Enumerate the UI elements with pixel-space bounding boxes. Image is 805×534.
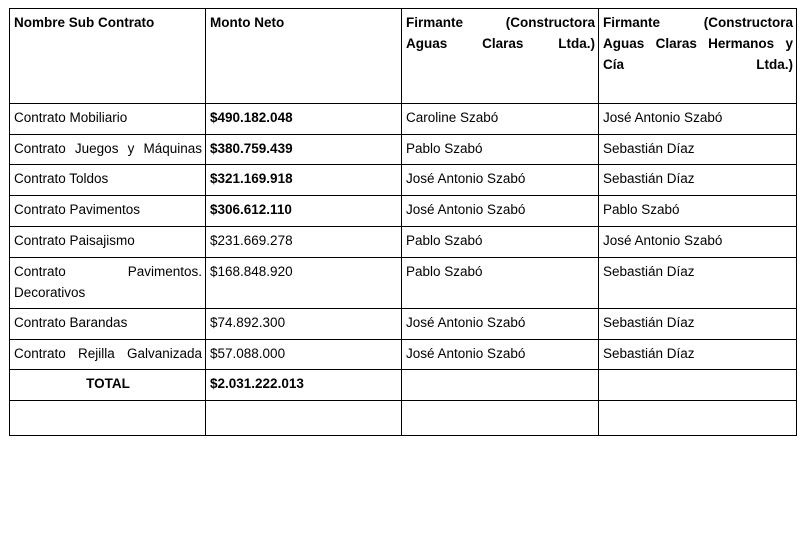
table-row [10, 257, 797, 308]
subcontracts-table [9, 8, 797, 436]
cell-firmante-1: Pablo Szabó [402, 135, 599, 165]
cell-monto: $231.669.278 [206, 226, 402, 257]
cell-firmante-2: Sebastián Díaz [599, 257, 797, 308]
cell-monto: $57.088.000 [206, 339, 402, 369]
cell-nombre: Contrato Barandas [10, 308, 206, 339]
cell-nombre: Contrato Toldos [10, 164, 206, 195]
cell-firmante-1: Pablo Szabó [402, 226, 599, 257]
cell-monto: $321.169.918 [206, 164, 402, 195]
cell-firmante-1: José Antonio Szabó [402, 339, 599, 369]
table-row [10, 226, 797, 257]
cell-firmante-2: Sebastián Díaz [599, 308, 797, 339]
cell-firmante-2: Sebastián Díaz [599, 135, 797, 165]
table-row [10, 164, 797, 195]
cell-firmante-2 [599, 400, 797, 435]
cell-monto [206, 400, 402, 435]
cell-nombre: Contrato Pavimentos. Decorativos [10, 257, 206, 308]
header-firmante-aguas-claras-ltda: Firmante (Constructora Aguas Claras Ltda.) [402, 9, 599, 104]
cell-monto: $490.182.048 [206, 104, 402, 135]
header-nombre-sub-contrato: Nombre Sub Contrato [10, 9, 206, 104]
cell-firmante-1: Pablo Szabó [402, 257, 599, 308]
cell-nombre: Contrato Rejilla Galvanizada [10, 339, 206, 369]
cell-firmante-1: José Antonio Szabó [402, 308, 599, 339]
table-header-row [10, 9, 797, 104]
cell-firmante-2: Sebastián Díaz [599, 339, 797, 369]
table-row [10, 308, 797, 339]
cell-firmante-2: José Antonio Szabó [599, 226, 797, 257]
table-row [10, 104, 797, 135]
cell-monto: $306.612.110 [206, 195, 402, 226]
cell-nombre [10, 400, 206, 435]
cell-firmante-1: José Antonio Szabó [402, 195, 599, 226]
cell-nombre: Contrato Juegos y Máquinas [10, 135, 206, 165]
cell-firmante-2: José Antonio Szabó [599, 104, 797, 135]
table-row [10, 339, 797, 369]
cell-nombre: Contrato Pavimentos [10, 195, 206, 226]
total-firmante-2 [599, 369, 797, 400]
cell-nombre: Contrato Mobiliario [10, 104, 206, 135]
cell-firmante-1: Caroline Szabó [402, 104, 599, 135]
cell-firmante-1 [402, 400, 599, 435]
table-total-row [10, 369, 797, 400]
header-firmante-aguas-claras-hermanos: Firmante (Constructora Aguas Claras Hermanos y Cía Ltda.) [599, 9, 797, 104]
total-monto: $2.031.222.013 [206, 369, 402, 400]
cell-monto: $168.848.920 [206, 257, 402, 308]
cell-monto: $74.892.300 [206, 308, 402, 339]
total-label: TOTAL [10, 369, 206, 400]
header-monto-neto: Monto Neto [206, 9, 402, 104]
cell-monto: $380.759.439 [206, 135, 402, 165]
table-row [10, 195, 797, 226]
cell-firmante-2: Pablo Szabó [599, 195, 797, 226]
cell-nombre: Contrato Paisajismo [10, 226, 206, 257]
cell-firmante-2: Sebastián Díaz [599, 164, 797, 195]
cell-firmante-1: José Antonio Szabó [402, 164, 599, 195]
table-row [10, 135, 797, 165]
table-empty-row [10, 400, 797, 435]
total-firmante-1 [402, 369, 599, 400]
